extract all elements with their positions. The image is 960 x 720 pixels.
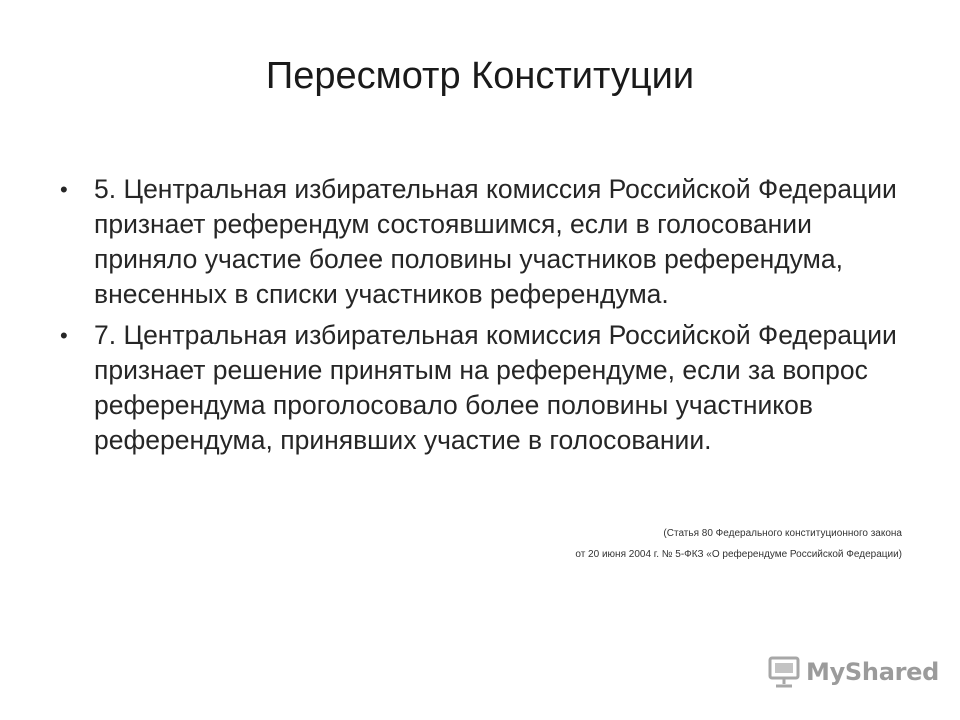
watermark-text: MyShared — [806, 658, 939, 686]
citation-line-2: от 20 июня 2004 г. № 5-ФКЗ «О референдуме Российской Федерации) — [575, 549, 902, 560]
bullet-text: 5. Центральная избирательная комиссия Российской Федерации признает референдум состоявшимся, если в голосовании приняло участие более половины участников референдума, внесенных в списки участников референдума. — [94, 174, 897, 309]
bullet-list — [60, 172, 920, 464]
bullet-item — [60, 318, 920, 458]
presentation-board-icon — [766, 654, 802, 690]
watermark-logo — [766, 654, 939, 690]
citation-line-1: (Статья 80 Федерального конституционного закона — [663, 528, 902, 539]
bullet-icon: • — [60, 323, 68, 348]
bullet-text: 7. Центральная избирательная комиссия Российской Федерации признает решение принятым на референдуме, если за вопрос референдума проголосовало более половины участников референдума, принявших участие в голосовании. — [94, 320, 897, 455]
bullet-icon: • — [60, 177, 68, 202]
slide-title: Пересмотр Конституции — [265, 55, 695, 97]
bullet-item — [60, 172, 920, 312]
